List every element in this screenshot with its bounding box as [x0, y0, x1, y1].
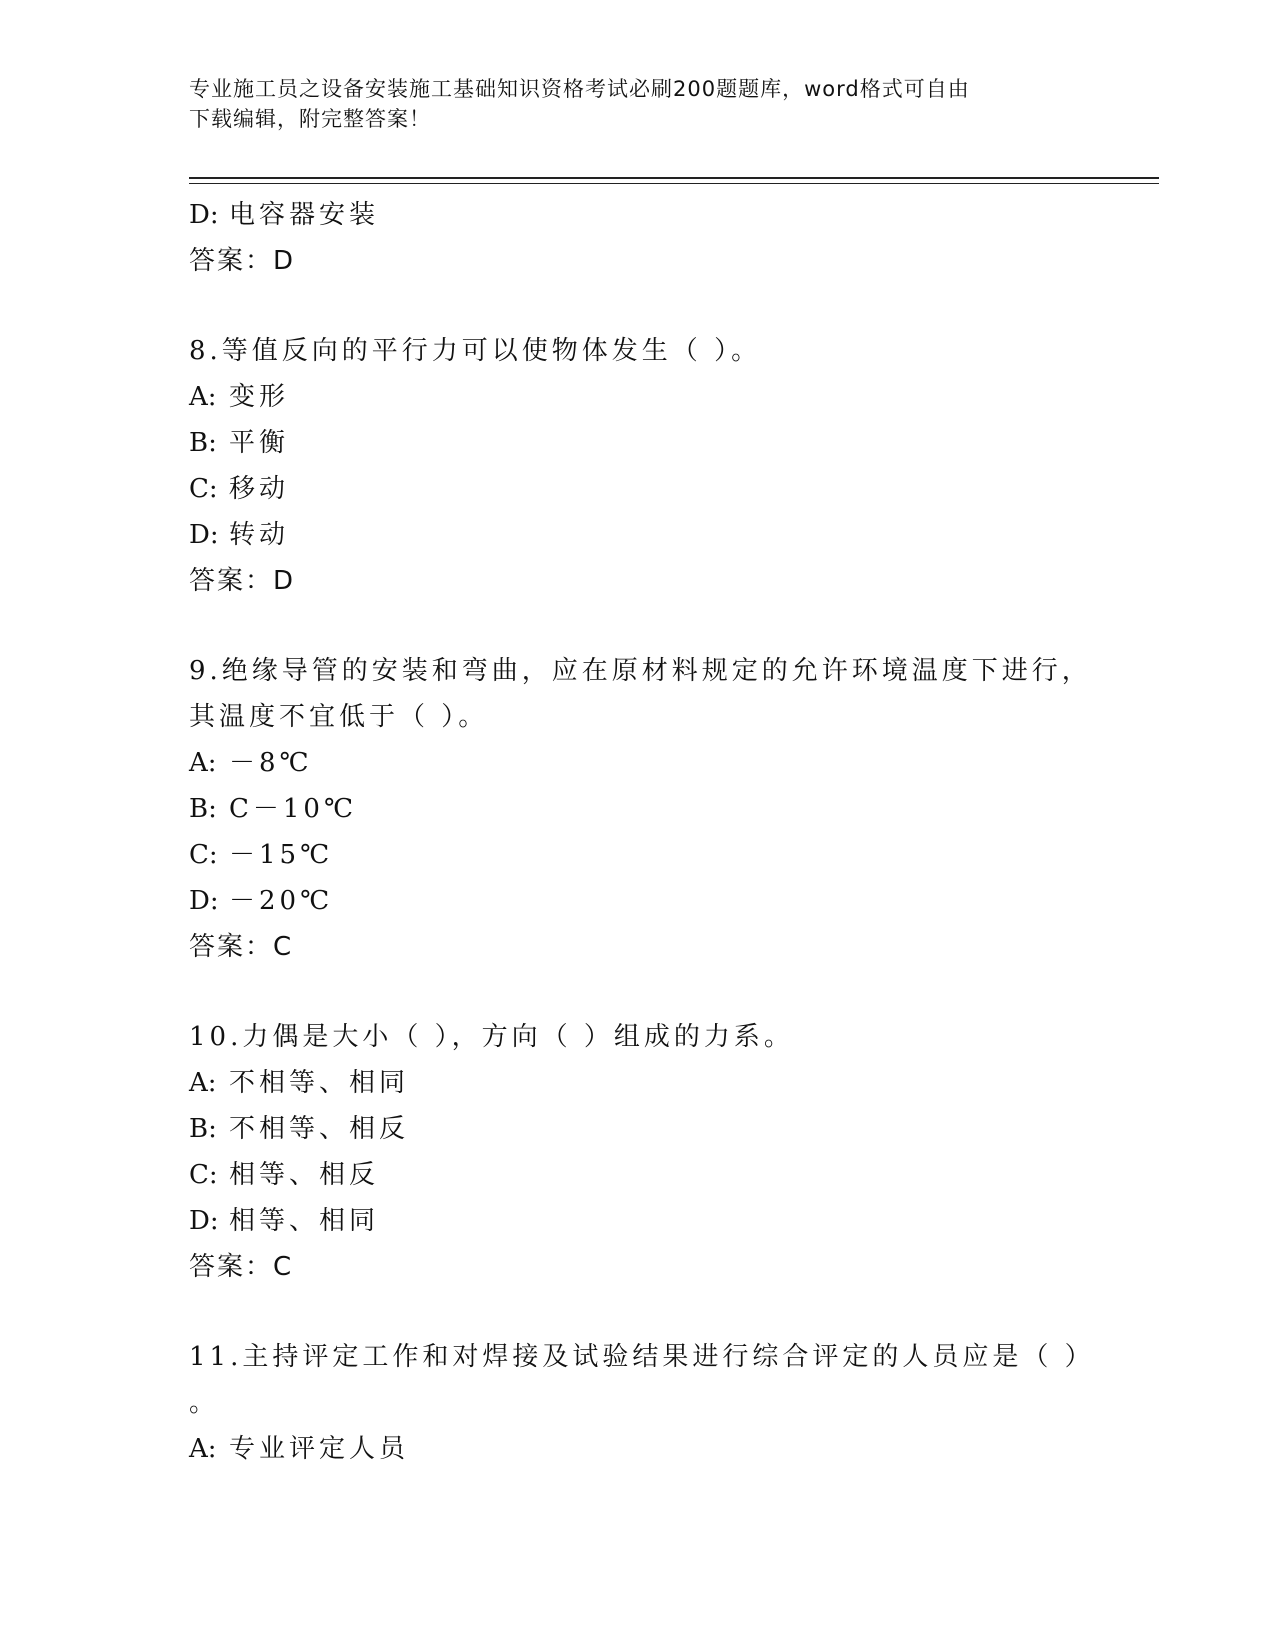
option-key: C:: [189, 1160, 218, 1190]
option-text: －20℃: [229, 886, 334, 916]
option-d: [189, 878, 1089, 924]
option-c: [189, 1152, 1089, 1198]
option-key: B:: [189, 1114, 217, 1144]
answer-line: 答案：D: [189, 566, 296, 596]
question-9: [189, 648, 1092, 970]
header-line-2: 下载编辑，附完整答案！: [189, 107, 431, 131]
option-key: B:: [189, 428, 217, 458]
option-key: A:: [189, 1068, 217, 1098]
option-key: D:: [189, 200, 219, 230]
option-text: 移动: [229, 474, 290, 504]
option-text: 相等、相同: [229, 1206, 380, 1236]
option-a: [189, 1060, 1089, 1106]
option-key: D:: [189, 886, 219, 916]
question-content: [189, 192, 1095, 1472]
option-key: B:: [189, 794, 217, 824]
option-c: [189, 832, 1089, 878]
option-d: [189, 192, 1089, 238]
option-text: 电容器安装: [229, 200, 380, 230]
option-key: D:: [189, 520, 219, 550]
option-c: [189, 466, 1089, 512]
option-key: D:: [189, 1206, 219, 1236]
question-stem-continued: 其温度不宜低于（ ）。: [189, 702, 489, 732]
option-text: 相等、相反: [229, 1160, 380, 1190]
option-d: [189, 512, 1089, 558]
question-stem: 10.力偶是大小（ ），方向（ ）组成的力系。: [189, 1022, 794, 1052]
option-a: [189, 374, 1089, 420]
question-11: [189, 1334, 1095, 1472]
header-rule-thin: [189, 183, 1159, 184]
option-text: －8℃: [229, 748, 313, 778]
option-text: 不相等、相同: [229, 1068, 410, 1098]
option-key: A:: [189, 382, 217, 412]
option-key: C:: [189, 474, 218, 504]
header-rule-thick: [189, 177, 1159, 179]
option-key: A:: [189, 748, 217, 778]
option-key: C:: [189, 840, 218, 870]
answer-line: 答案：C: [189, 932, 294, 962]
header-line-1: 专业施工员之设备安装施工基础知识资格考试必刷200题题库，word格式可自由: [189, 77, 970, 101]
option-a: [189, 740, 1089, 786]
question-stem: 8.等值反向的平行力可以使物体发生（ ）。: [189, 336, 762, 366]
option-key: A:: [189, 1434, 217, 1464]
answer-line: 答案：D: [189, 246, 296, 276]
question-10: [189, 1014, 1089, 1290]
option-text: 不相等、相反: [229, 1114, 410, 1144]
question-stem-continued: 。: [189, 1388, 220, 1418]
option-text: 平衡: [229, 428, 290, 458]
option-a: [189, 1426, 1089, 1472]
option-b: [189, 786, 1089, 832]
option-d: [189, 1198, 1089, 1244]
document-header: [189, 74, 1089, 134]
option-text: －15℃: [229, 840, 334, 870]
question-8: [189, 328, 1089, 604]
option-text: 专业评定人员: [229, 1434, 410, 1464]
question-stem: 11.主持评定工作和对焊接及试验结果进行综合评定的人员应是（ ）: [189, 1342, 1095, 1372]
option-b: [189, 1106, 1089, 1152]
option-b: [189, 420, 1089, 466]
question-stem: 9.绝缘导管的安装和弯曲，应在原材料规定的允许环境温度下进行，: [189, 656, 1092, 686]
option-text: C－10℃: [229, 794, 358, 824]
option-text: 变形: [229, 382, 290, 412]
option-text: 转动: [229, 520, 290, 550]
answer-line: 答案：C: [189, 1252, 294, 1282]
